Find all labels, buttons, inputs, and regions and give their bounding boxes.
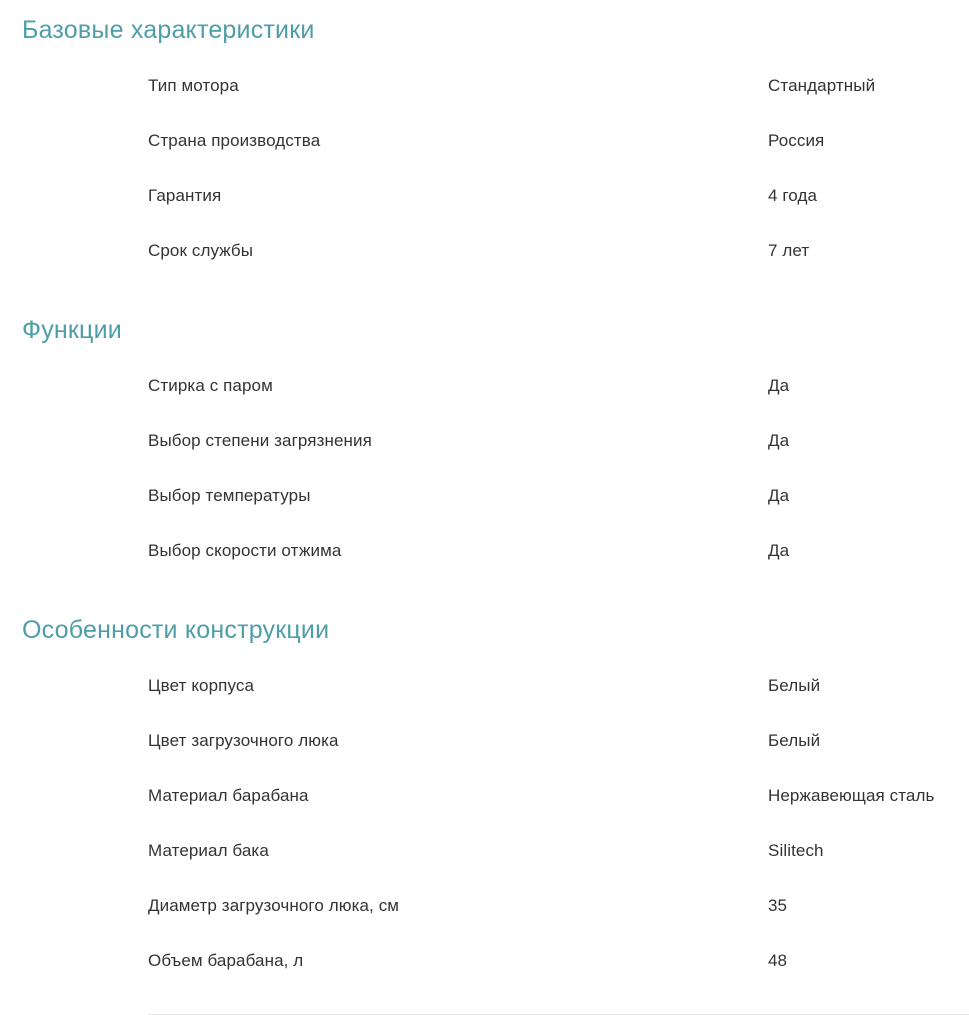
spec-value: Да	[768, 540, 790, 560]
spec-label: Стирка с паром	[148, 375, 273, 395]
spec-value: 48	[768, 950, 788, 970]
spec-rows	[0, 58, 969, 278]
spec-value: 35	[768, 895, 788, 915]
spec-label: Материал барабана	[148, 785, 309, 805]
spec-label: Гарантия	[148, 185, 222, 205]
spec-row	[0, 413, 969, 468]
spec-label: Выбор степени загрязнения	[148, 430, 372, 450]
spec-row	[0, 933, 969, 988]
spec-label: Срок службы	[148, 240, 254, 260]
section-title: Функции	[22, 316, 122, 344]
spec-label: Страна производства	[148, 130, 321, 150]
spec-value: Белый	[768, 730, 821, 750]
section-title: Базовые характеристики	[22, 16, 315, 44]
spec-value: 7 лет	[768, 240, 810, 260]
spec-row	[0, 658, 969, 713]
spec-label: Тип мотора	[148, 75, 239, 95]
spec-label: Материал бака	[148, 840, 269, 860]
spec-label: Цвет загрузочного люка	[148, 730, 339, 750]
section-title: Особенности конструкции	[22, 616, 330, 644]
spec-row	[0, 878, 969, 933]
spec-value: Нержавеющая сталь	[768, 785, 935, 805]
spec-row	[0, 113, 969, 168]
spec-value: Белый	[768, 675, 821, 695]
spec-value: Россия	[768, 130, 825, 150]
spec-row	[0, 223, 969, 278]
spec-label: Выбор температуры	[148, 485, 311, 505]
spec-value: Да	[768, 430, 790, 450]
spec-label: Выбор скорости отжима	[148, 540, 342, 560]
spec-value: Silitech	[768, 840, 824, 860]
sections-container	[0, 14, 969, 988]
spec-row	[0, 823, 969, 878]
spec-value: Стандартный	[768, 75, 876, 95]
spec-label: Цвет корпуса	[148, 675, 255, 695]
spec-row	[0, 713, 969, 768]
spec-value: Да	[768, 485, 790, 505]
spec-value: Да	[768, 375, 790, 395]
spec-value: 4 года	[768, 185, 818, 205]
spec-row	[0, 768, 969, 823]
spec-row	[0, 468, 969, 523]
spec-rows	[0, 358, 969, 578]
spec-row	[0, 523, 969, 578]
spec-label: Диаметр загрузочного люка, см	[148, 895, 400, 915]
spec-section	[0, 314, 969, 578]
spec-rows	[0, 658, 969, 988]
spec-row	[0, 168, 969, 223]
spec-row	[0, 358, 969, 413]
spec-row	[0, 58, 969, 113]
spec-label: Объем барабана, л	[148, 950, 304, 970]
spec-section	[0, 14, 969, 278]
spec-section	[0, 614, 969, 988]
